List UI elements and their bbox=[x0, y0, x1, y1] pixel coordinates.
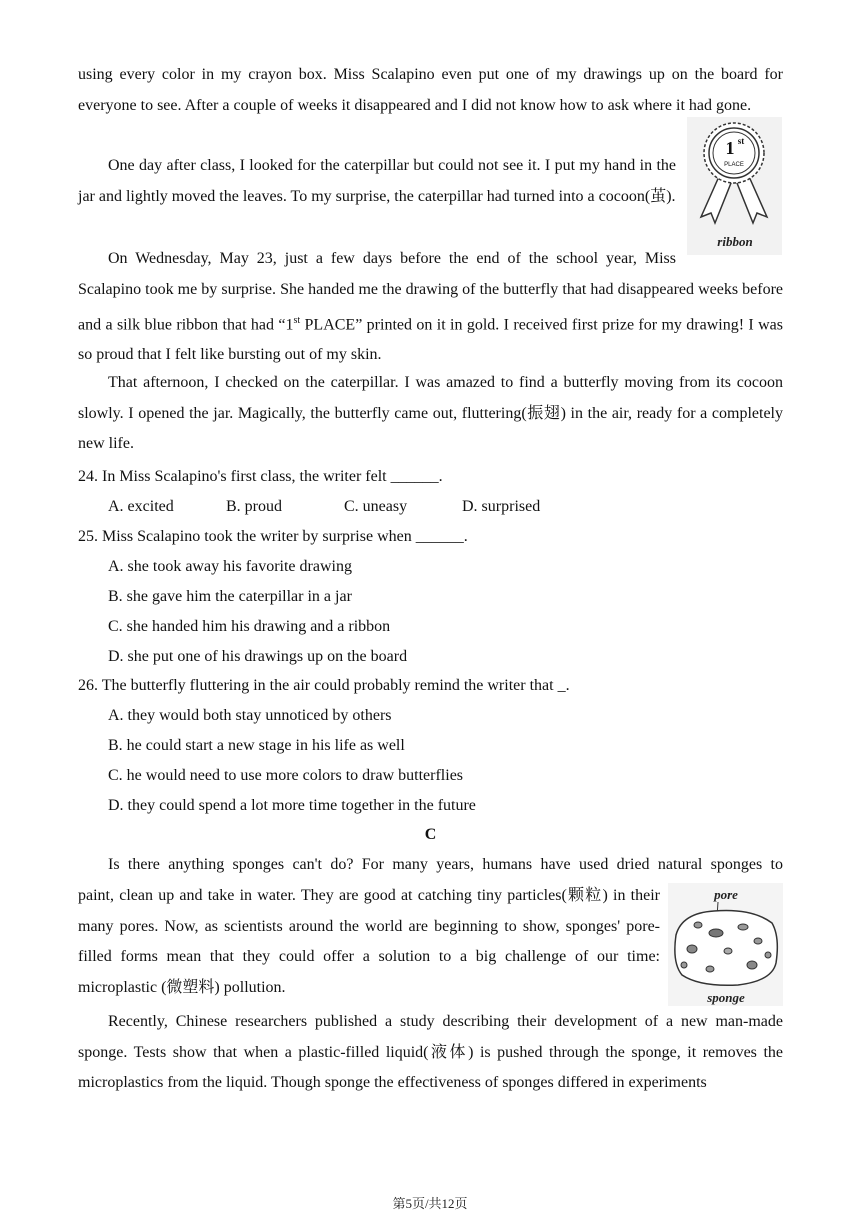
question-stem: 25. Miss Scalapino took the writer by surprise when ______. bbox=[78, 528, 468, 545]
option-c: C. uneasy bbox=[344, 498, 408, 515]
paragraph-line: Is there anything sponges can't do? For many years, humans have used dried natural sponges to bbox=[108, 856, 783, 873]
pore-label: pore bbox=[714, 887, 738, 902]
paragraph: That afternoon, I checked on the caterpillar. I was amazed to find a butterfly moving from its cocoon slowly. I opened the jar. Magically, the butterfly came out, fluttering(振翅) in the air, ready for a completely new life. bbox=[78, 374, 783, 452]
option-a: A. she took away his favorite drawing bbox=[108, 558, 352, 575]
ribbon-image bbox=[687, 117, 782, 255]
badge-superscript: st bbox=[737, 136, 745, 146]
question-24 bbox=[78, 462, 783, 522]
passage-b-para-afternoon bbox=[78, 368, 783, 460]
option-c: C. she handed him his drawing and a ribbon bbox=[108, 618, 391, 635]
options-row bbox=[108, 492, 783, 522]
passage-b-para-wednesday-rest bbox=[78, 275, 783, 371]
paragraph bbox=[78, 275, 783, 371]
paragraph: paint, clean up and take in water. They are good at catching tiny particles(颗粒) in their many pores. Now, as scientists around the world are beginning to show, sponges' pore-filled forms mean that they could offer a solution to a big challenge of our time: microplastic (微塑料) pollution. bbox=[78, 887, 660, 996]
option-c: C. he would need to use more colors to draw butterflies bbox=[108, 767, 464, 784]
option-a: A. excited bbox=[108, 498, 174, 515]
option-b: B. he could start a new stage in his life as well bbox=[108, 737, 405, 754]
page-footer: 第5页/共12页 bbox=[392, 1196, 468, 1211]
question-stem: 26. The butterfly fluttering in the air could probably remind the writer that _. bbox=[78, 677, 570, 694]
option-b: B. proud bbox=[226, 498, 282, 515]
option-a: A. they would both stay unnoticed by others bbox=[108, 707, 392, 724]
sponge-image bbox=[668, 883, 783, 1006]
option-d: D. she put one of his drawings up on the board bbox=[108, 648, 408, 665]
passage-b-para-wednesday-first-line bbox=[78, 244, 676, 275]
sponge-icon bbox=[668, 883, 783, 1006]
question-26 bbox=[78, 671, 783, 821]
question-stem: 24. In Miss Scalapino's first class, the writer felt ______. bbox=[78, 468, 443, 485]
passage-c-para-2 bbox=[78, 1007, 783, 1099]
paragraph: using every color in my crayon box. Miss Scalapino even put one of my drawings up on the board for everyone to see. After a couple of weeks it disappeared and I did not know how to ask where it had gone. bbox=[78, 66, 783, 114]
paragraph-line: On Wednesday, May 23, just a few days before the end of the school year, Miss bbox=[108, 250, 676, 267]
badge-place: PLACE bbox=[724, 162, 744, 168]
paragraph: Recently, Chinese researchers published a study describing their development of a new man-made sponge. Tests show that when a plastic-filled liquid(液体) is pushed through the sponge, it removes the microplastics from the liquid. Though sponge the effectiveness of sponges differed in experiments bbox=[78, 1013, 783, 1091]
section-heading-c: C bbox=[424, 826, 437, 843]
paragraph: One day after class, I looked for the caterpillar but could not see it. I put my hand in the jar and lightly moved the leaves. To my surprise, the caterpillar had turned into a cocoon(茧). bbox=[78, 157, 676, 205]
passage-b-para-continued bbox=[78, 60, 783, 121]
text-run: PLACE” printed on it in gold. I received first prize for my drawing! I was so proud that I felt like bursting out of my skin. bbox=[78, 315, 784, 364]
sponge-label: sponge bbox=[707, 990, 745, 1005]
ribbon-icon bbox=[687, 117, 782, 255]
superscript: st bbox=[293, 314, 301, 326]
option-d: D. surprised bbox=[462, 498, 541, 515]
text-run: Scalapino took me by surprise. She handed me the drawing of the butterfly that had disappeared weeks before and a silk blue ribbon that had “1 bbox=[78, 281, 783, 333]
option-b: B. she gave him the caterpillar in a jar bbox=[108, 588, 352, 605]
passage-b-para-cocoon bbox=[78, 151, 676, 212]
question-25 bbox=[78, 522, 783, 672]
option-d: D. they could spend a lot more time together in the future bbox=[108, 797, 476, 814]
passage-c-para-1-rest bbox=[78, 881, 660, 1003]
badge-number: 1 bbox=[725, 138, 735, 158]
passage-c-para-1-first-line bbox=[78, 850, 783, 881]
ribbon-caption: ribbon bbox=[717, 234, 753, 249]
